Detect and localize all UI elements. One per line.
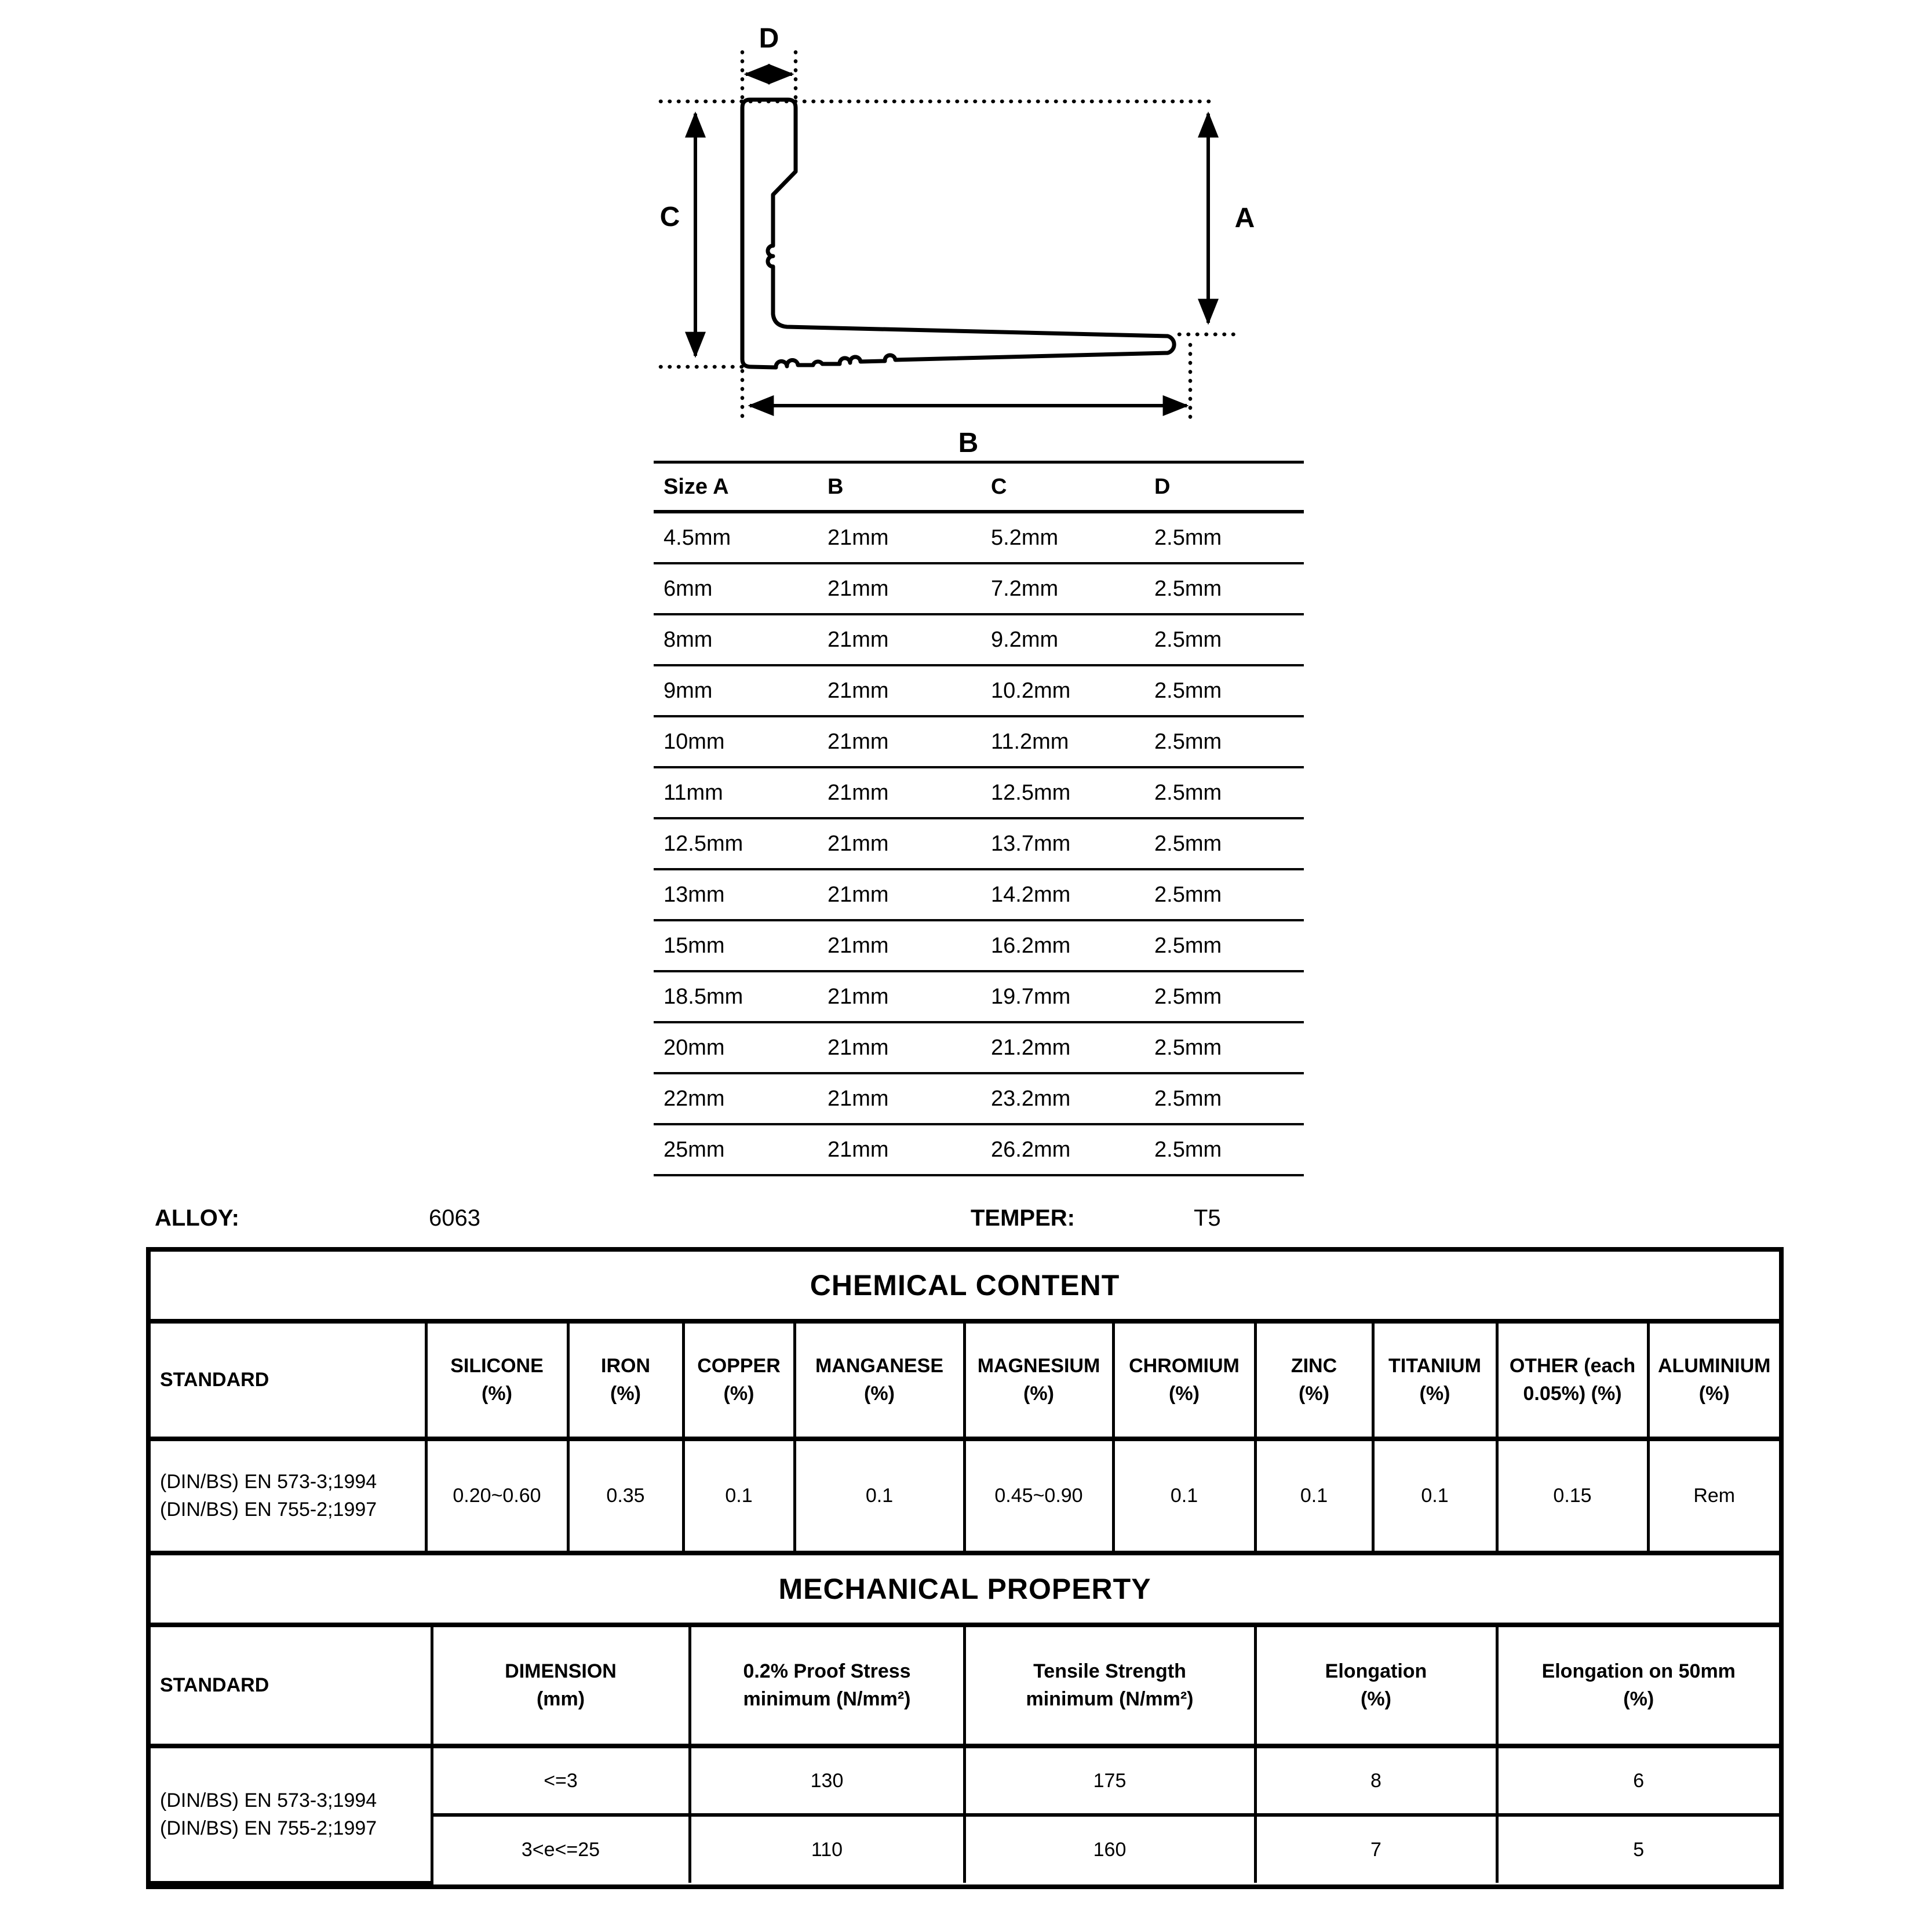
elongation-value: 8 [1255, 1746, 1497, 1815]
size-d-value: 2.5mm [1154, 1035, 1222, 1060]
dimension-value: <=3 [432, 1746, 690, 1815]
size-b-value: 21mm [828, 678, 889, 703]
size-d-value: 2.5mm [1154, 576, 1222, 601]
size-table-header: B [828, 474, 844, 499]
size-c-value: 21.2mm [991, 1035, 1071, 1060]
aluminium-value: Rem [1693, 1485, 1736, 1507]
size-d-value: 2.5mm [1154, 780, 1222, 805]
size-table-header-row [654, 464, 1304, 513]
size-b-value: 21mm [828, 525, 889, 550]
chemical-header-row [151, 1324, 1779, 1439]
size-table-row [654, 513, 1304, 564]
size-b-value: 21mm [828, 984, 889, 1009]
size-a-value: 25mm [664, 1137, 725, 1162]
label-b: B [958, 428, 979, 458]
iron-value: 0.35 [568, 1439, 683, 1551]
size-b-value: 21mm [828, 1137, 889, 1162]
size-table-row [654, 717, 1304, 768]
label-a: A [1234, 203, 1255, 234]
size-table-row [654, 1125, 1304, 1176]
temper-value: T5 [1194, 1205, 1221, 1231]
chemical-header: MANGANESE (%) [794, 1324, 964, 1439]
size-a-value: 11mm [664, 780, 723, 805]
mechanical-header: 0.2% Proof Stress minimum (N/mm²) [690, 1627, 964, 1746]
size-table-row [654, 615, 1304, 666]
size-table [654, 461, 1304, 1176]
construction-dotted-lines [661, 52, 1235, 418]
size-b-value: 21mm [828, 1035, 889, 1060]
mechanical-property-table [151, 1627, 1779, 1884]
size-d-value: 2.5mm [1154, 525, 1222, 550]
mechanical-header: Elongation on 50mm (%) [1497, 1627, 1779, 1746]
dimension-labels [660, 23, 1255, 458]
size-a-value: 6mm [664, 576, 713, 601]
size-b-value: 21mm [828, 1086, 889, 1111]
size-a-value: 20mm [664, 1035, 725, 1060]
chemical-header: SILICONE (%) [426, 1324, 568, 1439]
size-table-row [654, 921, 1304, 972]
mechanical-standard-header: STANDARD [151, 1627, 432, 1746]
size-d-value: 2.5mm [1154, 1137, 1222, 1162]
mechanical-header-row [151, 1627, 1779, 1746]
chromium-value: 0.1 [1113, 1439, 1255, 1551]
size-table-row [654, 1023, 1304, 1074]
size-c-value: 23.2mm [991, 1086, 1071, 1111]
size-c-value: 11.2mm [991, 729, 1069, 754]
elongation-50mm-value: 5 [1633, 1838, 1645, 1861]
size-c-value: 19.7mm [991, 984, 1071, 1009]
size-b-value: 21mm [828, 627, 889, 652]
mechanical-data-row [151, 1746, 1779, 1815]
size-d-value: 2.5mm [1154, 882, 1222, 907]
chemical-header: OTHER (each 0.05%) (%) [1497, 1324, 1648, 1439]
size-b-value: 21mm [828, 780, 889, 805]
alloy-label: ALLOY: [155, 1205, 239, 1231]
size-d-value: 2.5mm [1154, 678, 1222, 703]
size-a-value: 4.5mm [664, 525, 731, 550]
size-d-value: 2.5mm [1154, 984, 1222, 1009]
chemical-content-table [151, 1324, 1779, 1551]
other-value: 0.15 [1497, 1439, 1648, 1551]
size-b-value: 21mm [828, 882, 889, 907]
zinc-value: 0.1 [1255, 1439, 1373, 1551]
size-a-value: 9mm [664, 678, 713, 703]
size-a-value: 15mm [664, 933, 725, 958]
chemical-header: ZINC (%) [1255, 1324, 1373, 1439]
elongation-value: 7 [1255, 1815, 1497, 1883]
size-a-value: 8mm [664, 627, 713, 652]
size-b-value: 21mm [828, 831, 889, 856]
proof-stress-value: 130 [690, 1746, 964, 1815]
size-table-row [654, 819, 1304, 870]
chemical-content-title: CHEMICAL CONTENT [151, 1252, 1779, 1324]
size-a-value: 12.5mm [664, 831, 743, 856]
size-c-value: 12.5mm [991, 780, 1071, 805]
chemical-data-row [151, 1439, 1779, 1551]
alloy-value: 6063 [429, 1205, 480, 1231]
titanium-value: 0.1 [1373, 1439, 1497, 1551]
chemical-standard-header: STANDARD [151, 1324, 426, 1439]
size-table-row [654, 768, 1304, 819]
proof-stress-value: 110 [690, 1815, 964, 1883]
tensile-strength-value: 160 [964, 1815, 1255, 1883]
mechanical-standard-value: (DIN/BS) EN 573-3;1994 (DIN/BS) EN 755-2;1997 [151, 1746, 432, 1883]
size-c-value: 5.2mm [991, 525, 1059, 550]
size-d-value: 2.5mm [1154, 1086, 1222, 1111]
manganese-value: 0.1 [794, 1439, 964, 1551]
silicone-value: 0.20~0.60 [426, 1439, 568, 1551]
mechanical-property-title: MECHANICAL PROPERTY [151, 1551, 1779, 1627]
size-a-value: 18.5mm [664, 984, 743, 1009]
mechanical-header: DIMENSION (mm) [432, 1627, 690, 1746]
size-b-value: 21mm [828, 729, 889, 754]
elongation-50mm-value: 6 [1497, 1746, 1779, 1815]
label-d: D [759, 23, 779, 54]
size-table-header: D [1154, 474, 1171, 499]
chemical-header: CHROMIUM (%) [1113, 1324, 1255, 1439]
copper-value: 0.1 [683, 1439, 794, 1551]
size-d-value: 2.5mm [1154, 933, 1222, 958]
size-c-value: 10.2mm [991, 678, 1071, 703]
alloy-temper-line [0, 1201, 1932, 1235]
chemical-header: ALUMINIUM (%) [1648, 1324, 1779, 1439]
chemical-header: TITANIUM (%) [1373, 1324, 1497, 1439]
size-table-row [654, 1074, 1304, 1125]
chemical-standard-value: (DIN/BS) EN 573-3;1994 (DIN/BS) EN 755-2;1997 [151, 1439, 426, 1551]
size-b-value: 21mm [828, 576, 889, 601]
size-table-row [654, 564, 1304, 615]
size-c-value: 16.2mm [991, 933, 1071, 958]
size-table-row [654, 870, 1304, 921]
dimension-value: 3<e<=25 [432, 1815, 690, 1883]
spec-table [146, 1247, 1784, 1889]
label-c: C [659, 202, 680, 232]
size-c-value: 26.2mm [991, 1137, 1071, 1162]
size-table-row [654, 972, 1304, 1023]
temper-label: TEMPER: [971, 1205, 1075, 1231]
size-c-value: 7.2mm [991, 576, 1059, 601]
size-table-row [654, 666, 1304, 717]
tensile-strength-value: 175 [964, 1746, 1255, 1815]
size-c-value: 13.7mm [991, 831, 1071, 856]
size-c-value: 14.2mm [991, 882, 1071, 907]
size-d-value: 2.5mm [1154, 831, 1222, 856]
profile-outline [742, 100, 1174, 367]
mechanical-header: Tensile Strength minimum (N/mm²) [964, 1627, 1255, 1746]
size-table-header: C [991, 474, 1007, 499]
magnesium-value: 0.45~0.90 [964, 1439, 1113, 1551]
size-a-value: 22mm [664, 1086, 725, 1111]
size-a-value: 13mm [664, 882, 725, 907]
chemical-header: IRON (%) [568, 1324, 683, 1439]
profile-cross-section-drawing [626, 0, 1321, 464]
size-a-value: 10mm [664, 729, 725, 754]
size-d-value: 2.5mm [1154, 729, 1222, 754]
mechanical-header: Elongation (%) [1255, 1627, 1497, 1746]
size-d-value: 2.5mm [1154, 627, 1222, 652]
chemical-header: MAGNESIUM (%) [964, 1324, 1113, 1439]
chemical-header: COPPER (%) [683, 1324, 794, 1439]
size-b-value: 21mm [828, 933, 889, 958]
size-c-value: 9.2mm [991, 627, 1059, 652]
size-table-header: Size A [664, 474, 729, 499]
